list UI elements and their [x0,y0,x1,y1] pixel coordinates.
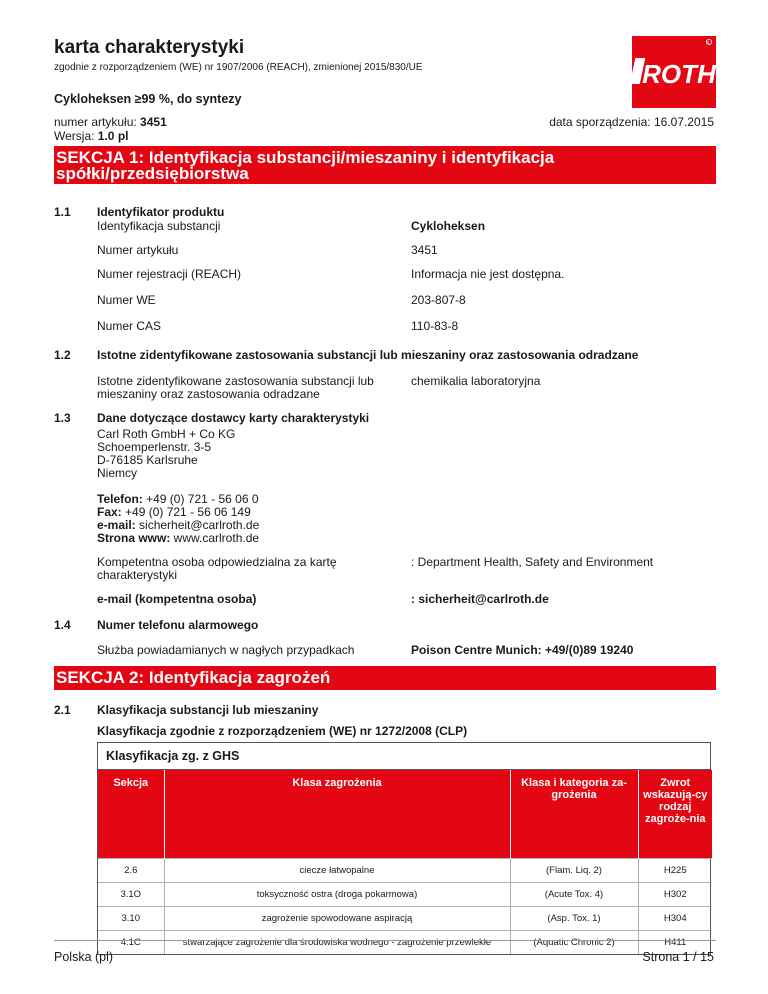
document-title: karta charakterystyki [54,37,245,58]
creation-date: data sporządzenia: 16.07.2015 [549,115,714,129]
field-label: Kompetentna osoba odpowiedzialna za kartę charakterystyki [97,555,337,582]
table-cell: (Asp. Tox. 1) [510,906,638,930]
document-subtitle: zgodnie z rozporządzeniem (WE) nr 1907/2006 (REACH), zmienionej 2015/830/UE [54,62,423,73]
field-label: e-mail (kompetentna osoba) [97,592,257,606]
field-label: Numer rejestracji (REACH) [97,267,242,281]
table-cell: toksyczność ostra (droga pokarmowa) [164,882,510,906]
product-name: Cykloheksen ≥99 %, do syntezy [54,92,242,106]
footer-language: Polska (pl) [54,950,114,964]
table-cell: zagrożenie spowodowane aspiracją [164,906,510,930]
table-cell: ciecze łatwopalne [164,858,510,882]
supplier-contact [97,493,259,545]
ghs-classification-table [97,742,711,955]
supplier-address [97,428,235,480]
column-header: Zwrot wskazują-cy rodzaj zagroże-nia [638,770,712,858]
table-row [98,930,712,954]
subsection-title: Dane dotyczące dostawcy karty charakterystyki [97,411,370,425]
table-row [98,882,712,906]
column-header: Klasa zagrożenia [164,770,510,858]
phone-value: +49 (0) 721 - 56 06 0 [142,492,259,506]
phone-label: Telefon: [97,492,143,506]
subsection-number: 2.1 [54,703,71,717]
table-cell: 4.1C [98,930,164,954]
field-label: Identyfikacja substancji [97,219,221,233]
subsection-number: 1.2 [54,348,71,362]
field-label: Służba powiadamianych w nagłych przypadkach [97,643,355,657]
field-label: Numer WE [97,293,156,307]
field-label: Numer artykułu [97,243,179,257]
page-number: Strona 1 / 15 [642,950,714,964]
table-cell: stwarzające zagrożenie dla środowiska wodnego - zagrożenie przewlekłe [164,930,510,954]
city: D-76185 Karlsruhe [97,453,198,467]
field-label: Numer CAS [97,319,162,333]
field-value: 203-807-8 [411,293,466,307]
street: Schoemperlenstr. 3-5 [97,440,212,454]
subsection-title: Klasyfikacja substancji lub mieszaniny [97,703,319,717]
table-cell: 3.10 [98,906,164,930]
table-cell: (Aquatic Chronic 2) [510,930,638,954]
subsection-number: 1.3 [54,411,71,425]
table-cell: (Acute Tox. 4) [510,882,638,906]
logo-text: ROTH [642,59,716,89]
field-label: Istotne zidentyfikowane zastosowania substancji lub mieszaniny oraz zastosowania odradzane [97,374,374,401]
subsection-title: Identyfikator produktu [97,205,225,219]
svg-text:R: R [706,40,710,45]
table-cell: H304 [638,906,712,930]
section-2-heading: SEKCJA 2: Identyfikacja zagrożeń [54,666,716,690]
roth-logo [632,36,716,108]
footer-divider [54,940,716,941]
subsection-title: Istotne zidentyfikowane zastosowania substancji lub mieszaniny oraz zastosowania odradzane [97,348,639,362]
fax-label: Fax: [97,505,122,519]
company-name: Carl Roth GmbH + Co KG [97,427,236,441]
field-value: Cykloheksen [411,219,486,233]
ghs-table-title: Klasyfikacja zg. z GHS [98,743,710,770]
subsection-number: 1.4 [54,618,71,632]
table-cell: (Flam. Liq. 2) [510,858,638,882]
table-cell: H411 [638,930,712,954]
field-value: Poison Centre Munich: +49/(0)89 19240 [411,643,634,657]
field-value: : sicherheit@carlroth.de [411,592,549,606]
field-value: 3451 [411,243,438,257]
column-header: Klasa i kategoria za-grożenia [510,770,638,858]
field-value: Informacja nie jest dostępna. [411,267,565,281]
article-meta [54,115,167,143]
fax-value: +49 (0) 721 - 56 06 149 [121,505,251,519]
article-label: numer artykułu: [54,115,141,129]
version-label: Wersja: [54,129,98,143]
website-label: Strona www: [97,531,171,545]
subsection-title: Numer telefonu alarmowego [97,618,259,632]
table-cell: 2.6 [98,858,164,882]
table-cell: H302 [638,882,712,906]
table-row [98,906,712,930]
field-value: 110-83-8 [411,319,459,333]
email-value: sicherheit@carlroth.de [135,518,260,532]
email-label: e-mail: [97,518,136,532]
table-cell: H225 [638,858,712,882]
column-header: Sekcja [98,770,164,858]
subsection-number: 1.1 [54,205,71,219]
table-row [98,858,712,882]
clp-heading: Klasyfikacja zgodnie z rozporządzeniem (WE) nr 1272/2008 (CLP) [97,724,468,738]
field-value: : Department Health, Safety and Environment [411,555,654,569]
field-value: chemikalia laboratoryjna [411,374,541,388]
country: Niemcy [97,466,138,480]
version-value: 1.0 pl [97,129,129,143]
table-cell: 3.1O [98,882,164,906]
section-1-heading: SEKCJA 1: Identyfikacja substancji/mieszaniny i identyfikacja spółki/przedsiębiorstwa [54,146,716,184]
article-value: 3451 [140,115,167,129]
website-value: www.carlroth.de [170,531,260,545]
